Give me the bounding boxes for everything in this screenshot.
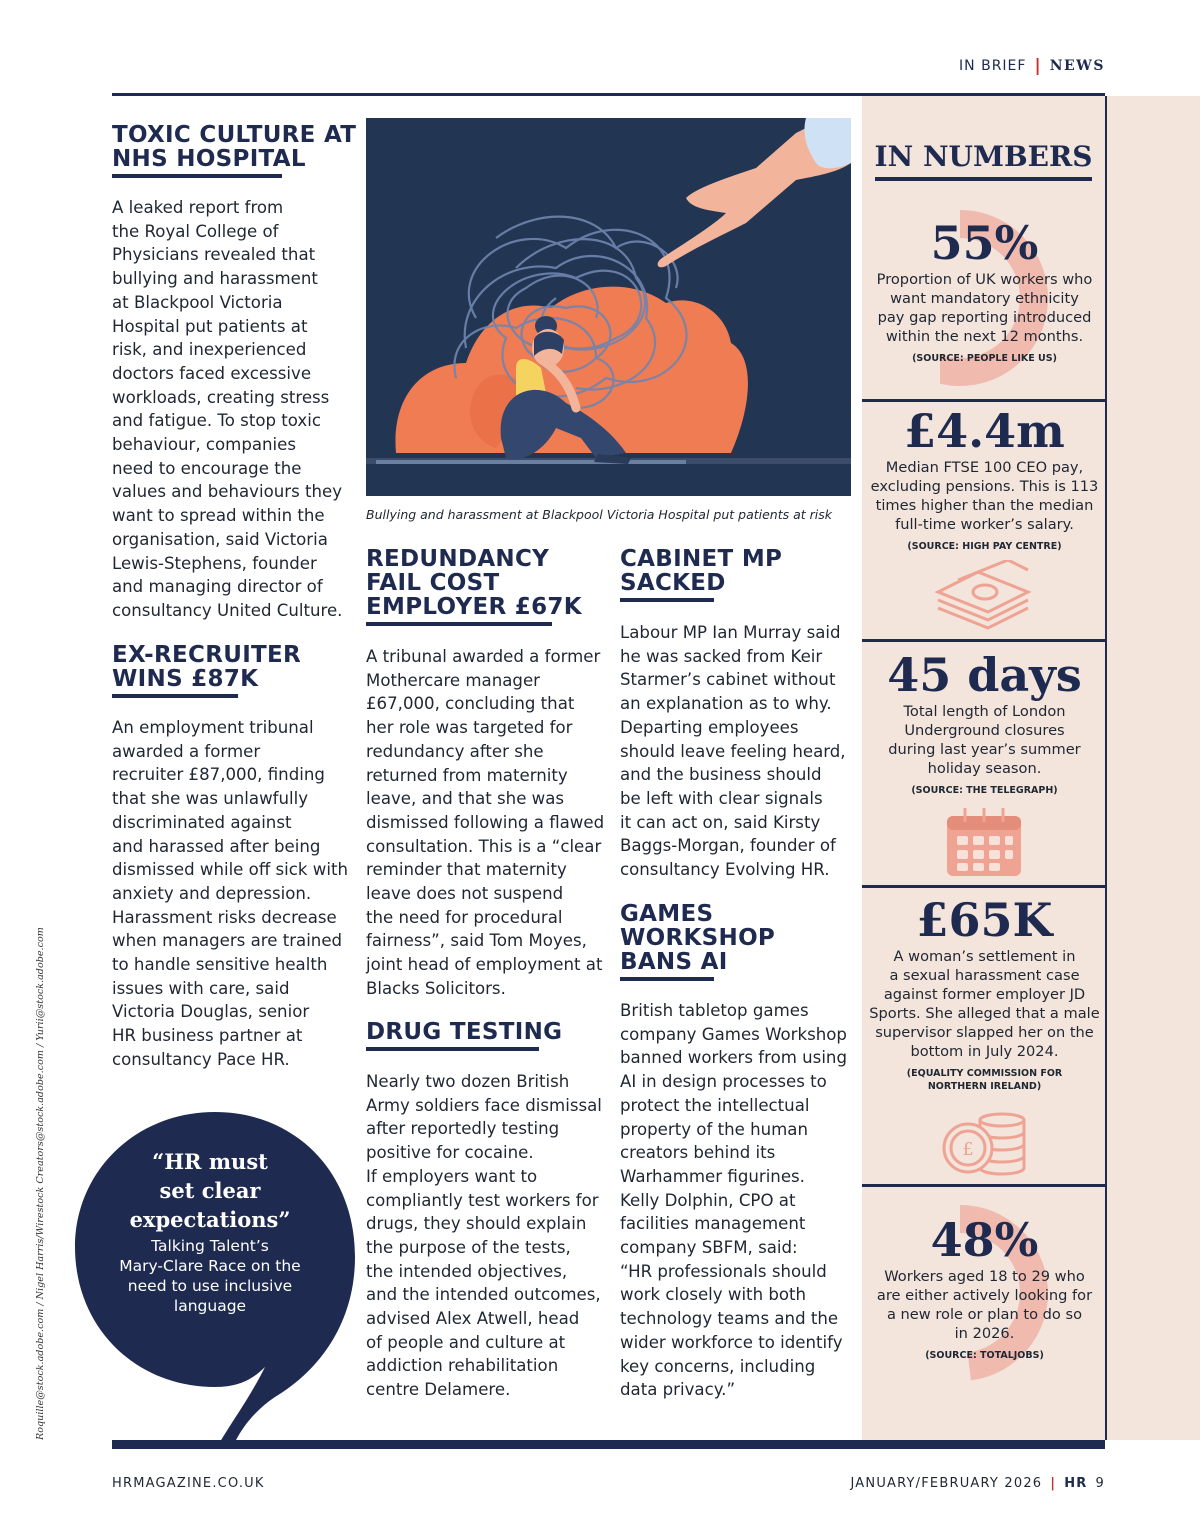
article-heading-games xyxy=(620,902,775,981)
panel-right-rule xyxy=(1105,96,1107,1440)
article-heading-toxic xyxy=(112,123,356,178)
stat-source: (EQUALITY COMMISSION FOR NORTHERN IRELAND) xyxy=(906,1068,1063,1092)
in-numbers-title xyxy=(862,140,1105,181)
stat-card xyxy=(868,404,1101,553)
stat-value: £65K xyxy=(916,893,1053,947)
article-heading-recruiter xyxy=(112,643,301,698)
heading-text: TOXIC CULTURE AT NHS HOSPITAL xyxy=(112,122,357,172)
issue-date: JANUARY/FEBRUARY 2026 xyxy=(850,1476,1043,1491)
stat-card xyxy=(868,648,1101,797)
stat-value: 48% xyxy=(930,1213,1039,1267)
section-label: IN BRIEF xyxy=(959,58,1027,74)
quote-attribution: Talking Talent’s Mary-Clare Race on the need to use inclusive language xyxy=(119,1237,301,1315)
banknotes-icon xyxy=(933,560,1033,630)
section-header xyxy=(959,56,1105,76)
category-label: NEWS xyxy=(1049,58,1105,74)
article-body-cabinet: Labour MP Ian Murray said he was sacked from Keir Starmer’s cabinet without an explanation as to why. Departing employees should leave feeling heard, and the business should be left with clear signals it can act on, said Kirsty Baggs-Morgan, founder of consultancy Evolving HR. xyxy=(620,623,846,880)
stat-divider xyxy=(862,885,1105,888)
stat-description: Workers aged 18 to 29 who are either actively looking for a new role or plan to do so in 2026. xyxy=(876,1268,1093,1342)
stat-card xyxy=(868,216,1101,365)
stat-description: Total length of London Underground closures during last year’s summer holiday season. xyxy=(888,703,1081,777)
illustration-caption: Bullying and harassment at Blackpool Victoria Hospital put patients at risk xyxy=(366,507,832,522)
stat-source: (SOURCE: HIGH PAY CENTRE) xyxy=(907,541,1062,552)
heading-underline xyxy=(366,622,552,626)
article-heading-redundancy xyxy=(366,547,582,626)
heading-text: GAMES WORKSHOP BANS AI xyxy=(620,901,776,975)
article-body-redundancy: A tribunal awarded a former Mothercare manager £67,000, concluding that her role was targeted for redundancy after she returned from maternity leave, and that she was dismissed following a flawed consultation. This is a “clear reminder that maternity leave does not suspend the need for procedural fairness”, said Tom Moyes, joint head of employment at Blacks Solicitors. xyxy=(366,647,605,998)
stat-source: (SOURCE: TOTALJOBS) xyxy=(925,1350,1044,1361)
footer-site: HRMAGAZINE.CO.UK xyxy=(112,1476,265,1491)
article-body-drug: Nearly two dozen British Army soldiers face dismissal after reportedly testing positive for cocaine. If employers want to compliantly test workers for drugs, they should explain the purpose of the tests, the intended objectives, and the intended outcomes, advised Alex Atwell, head of people and culture at addiction rehabilitation centre Delamere. xyxy=(366,1072,602,1400)
stat-description: Median FTSE 100 CEO pay, excluding pensions. This is 113 times higher than the median full-time worker’s salary. xyxy=(870,459,1099,533)
heading-text: CABINET MP SACKED xyxy=(620,546,783,596)
heading-underline xyxy=(366,1047,539,1051)
page-edge-band xyxy=(1105,96,1200,1440)
heading-underline xyxy=(112,694,238,698)
in-numbers-heading: IN NUMBERS xyxy=(875,140,1093,181)
heading-underline xyxy=(620,977,714,981)
heading-underline xyxy=(620,598,714,602)
magazine-name: HR xyxy=(1064,1476,1088,1491)
illustration-bullying xyxy=(366,118,851,496)
quote-text: “HR must set clear expectations” xyxy=(129,1149,291,1232)
calendar-icon xyxy=(945,806,1023,878)
stat-divider xyxy=(862,1184,1105,1187)
article-body-recruiter: An employment tribunal awarded a former recruiter £87,000, finding that she was unlawfully discriminated against and harassed after being dismissed while off sick with anxiety and depression. Harassment risks decrease when managers are trained to handle sensitive health issues with care, said Victoria Douglas, senior HR business partner at consultancy Pace HR. xyxy=(112,718,348,1069)
heading-text: EX-RECRUITER WINS £87K xyxy=(112,642,302,692)
article-heading-drug xyxy=(366,1020,562,1051)
pull-quote xyxy=(105,1147,315,1316)
svg-text:£: £ xyxy=(962,1139,974,1160)
stat-value: 45 days xyxy=(887,648,1082,702)
article-heading-cabinet xyxy=(620,547,782,602)
stat-card xyxy=(868,1213,1101,1362)
stat-value: 55% xyxy=(930,216,1039,270)
heading-text: REDUNDANCY FAIL COST EMPLOYER £67K xyxy=(366,546,582,620)
stat-source: (SOURCE: THE TELEGRAPH) xyxy=(911,785,1058,796)
heading-text: DRUG TESTING xyxy=(366,1019,563,1045)
footer-separator: | xyxy=(1050,1476,1057,1491)
stat-divider xyxy=(862,399,1105,402)
article-body-toxic: A leaked report from the Royal College of Physicians revealed that bullying and harassment at Blackpool Victoria Hospital put patients at risk, and inexperienced doctors faced excessive workloads, creating stress and fatigue. To stop toxic behaviour, companies need to encourage the values and behaviours they want to spread within the organisation, said Victoria Lewis-Stephens, founder and managing director of consultancy United Culture. xyxy=(112,198,343,620)
pound-coins-icon xyxy=(940,1110,1030,1176)
header-separator: | xyxy=(1034,56,1042,76)
page-number: 9 xyxy=(1095,1476,1105,1491)
photo-credit: Roquille@stock.adobe.com / Nigel Harris/Wirestock Creators@stock.adobe.com / Yurii@stock.adobe.com xyxy=(35,927,46,1440)
stat-description: Proportion of UK workers who want mandatory ethnicity pay gap reporting introduced within the next 12 months. xyxy=(876,271,1093,345)
stat-divider xyxy=(862,639,1105,642)
stat-card xyxy=(868,893,1101,1093)
stat-value: £4.4m xyxy=(904,404,1065,458)
stat-description: A woman’s settlement in a sexual harassment case against former employer JD Sports. She alleged that a male supervisor slapped her on the bottom in July 2024. xyxy=(869,948,1100,1060)
footer-issue xyxy=(851,1476,1106,1491)
bottom-rule xyxy=(112,1440,1105,1449)
stat-source: (SOURCE: PEOPLE LIKE US) xyxy=(912,353,1057,364)
heading-underline xyxy=(112,174,282,178)
article-body-games: British tabletop games company Games Workshop banned workers from using AI in design processes to protect the intellectual property of the human creators behind its Warhammer figurines. Kelly Dolphin, CPO at facilities management company SBFM, said: “HR professionals should work closely with both technology teams and the wider workforce to identify key concerns, including data privacy.” xyxy=(620,1001,847,1400)
